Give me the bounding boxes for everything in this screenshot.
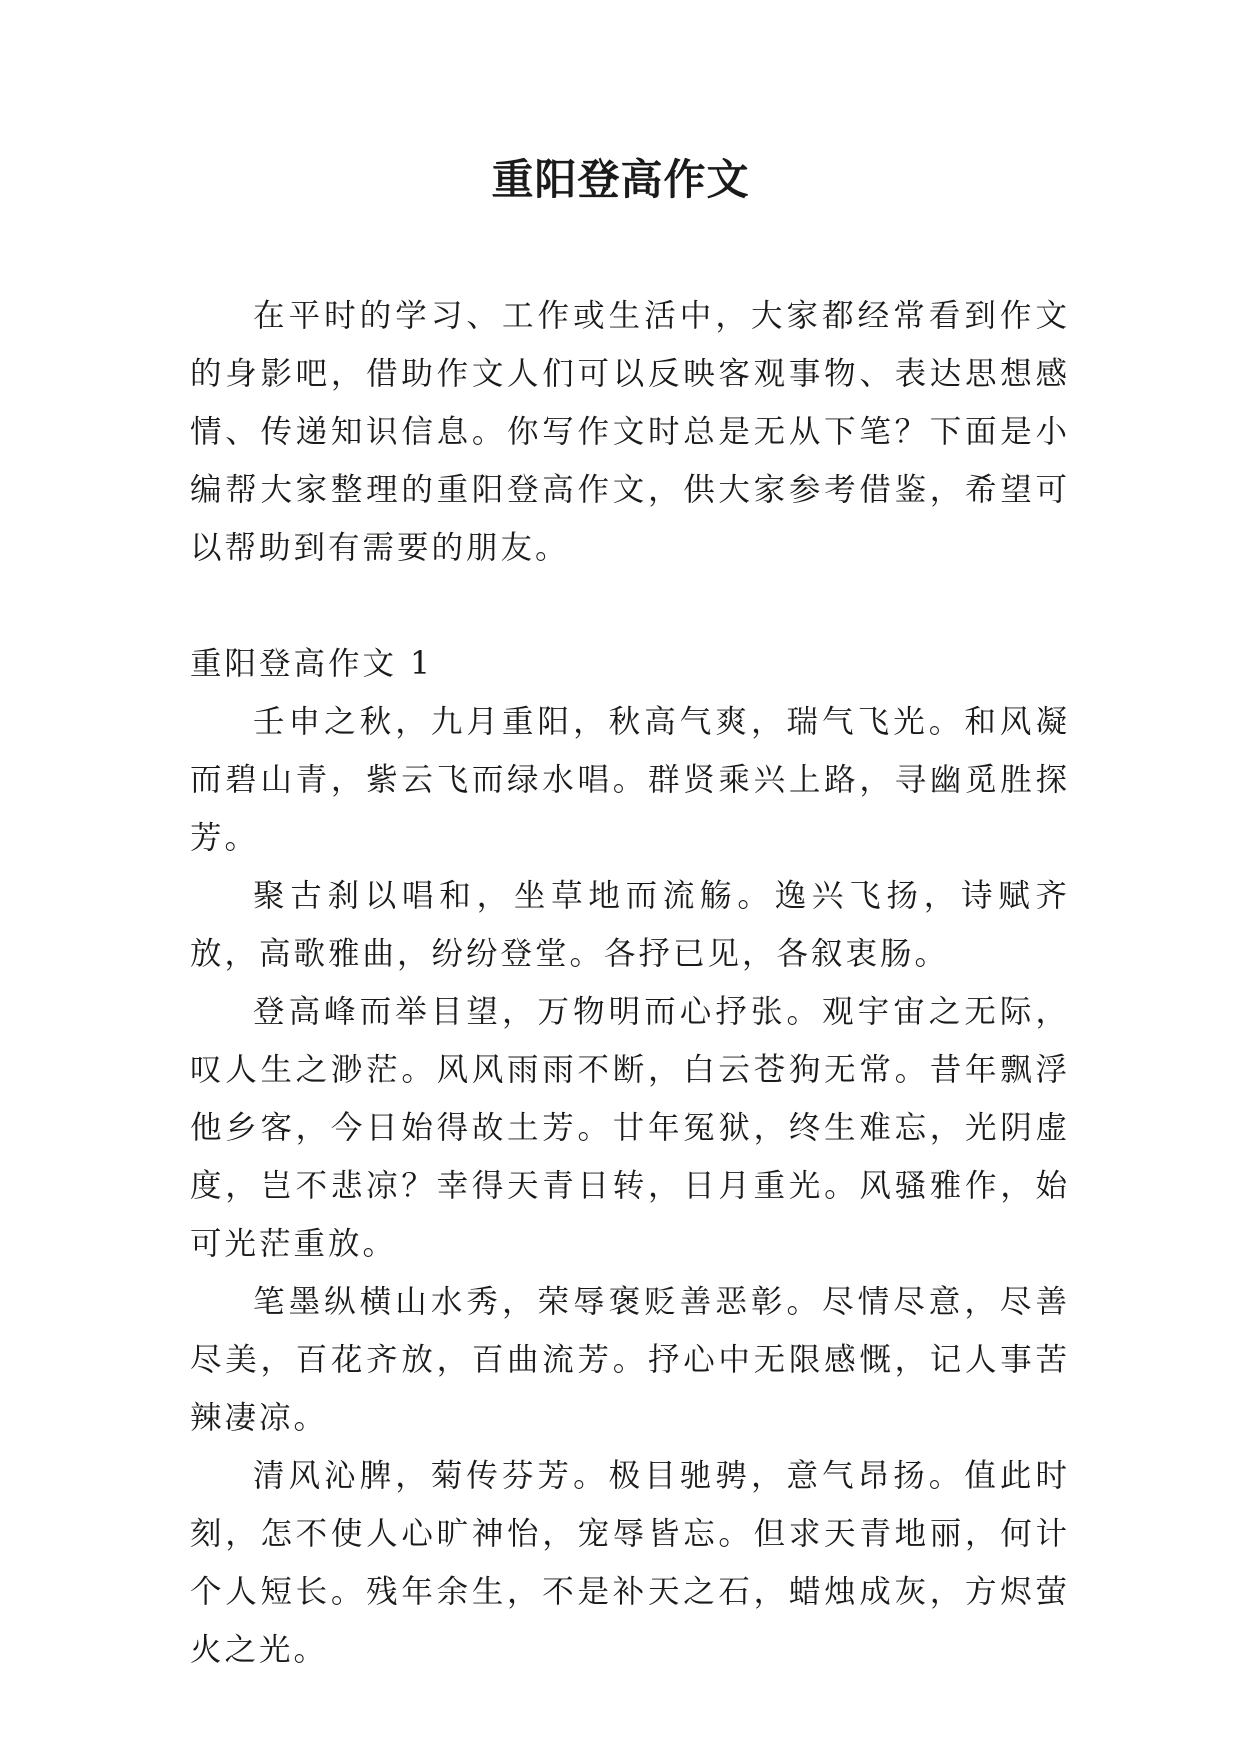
body-paragraph-5: 清风沁脾，菊传芬芳。极目驰骋，意气昂扬。值此时刻，怎不使人心旷神怡，宠辱皆忘。但求天青地丽，何计个人短长。残年余生，不是补天之石，蜡烛成灰，方烬萤火之光。: [190, 1458, 1070, 1668]
page-title: 重阳登高作文: [491, 155, 750, 204]
paragraph-spacer: [190, 577, 1070, 635]
section-heading: 重阳登高作文 1: [190, 646, 434, 682]
body-paragraph-4: 笔墨纵横山水秀，荣辱褒贬善恶彰。尽情尽意，尽善尽美，百花齐放，百曲流芳。抒心中无限感慨，记人事苦辣凄凉。: [190, 1284, 1070, 1436]
body-paragraph-1: 壬申之秋，九月重阳，秋高气爽，瑞气飞光。和风凝而碧山青，紫云飞而绿水唱。群贤乘兴上路，寻幽觅胜探芳。: [190, 704, 1070, 856]
body-paragraph-2: 聚古刹以唱和，坐草地而流觞。逸兴飞扬，诗赋齐放，高歌雅曲，纷纷登堂。各抒已见，各叙衷肠。: [190, 878, 1070, 972]
document-body: [190, 287, 1070, 1679]
intro-paragraph: 在平时的学习、工作或生活中，大家都经常看到作文的身影吧，借助作文人们可以反映客观事物、表达思想感情、传递知识信息。你写作文时总是无从下笔？下面是小编帮大家整理的重阳登高作文，供大家参考借鉴，希望可以帮助到有需要的朋友。: [190, 298, 1070, 566]
body-paragraph-3: 登高峰而举目望，万物明而心抒张。观宇宙之无际，叹人生之渺茫。风风雨雨不断，白云苍狗无常。昔年飘浮他乡客，今日始得故土芳。廿年冤狱，终生难忘，光阴虚度，岂不悲凉？幸得天青日转，日月重光。风骚雅作，始可光茫重放。: [190, 994, 1070, 1262]
